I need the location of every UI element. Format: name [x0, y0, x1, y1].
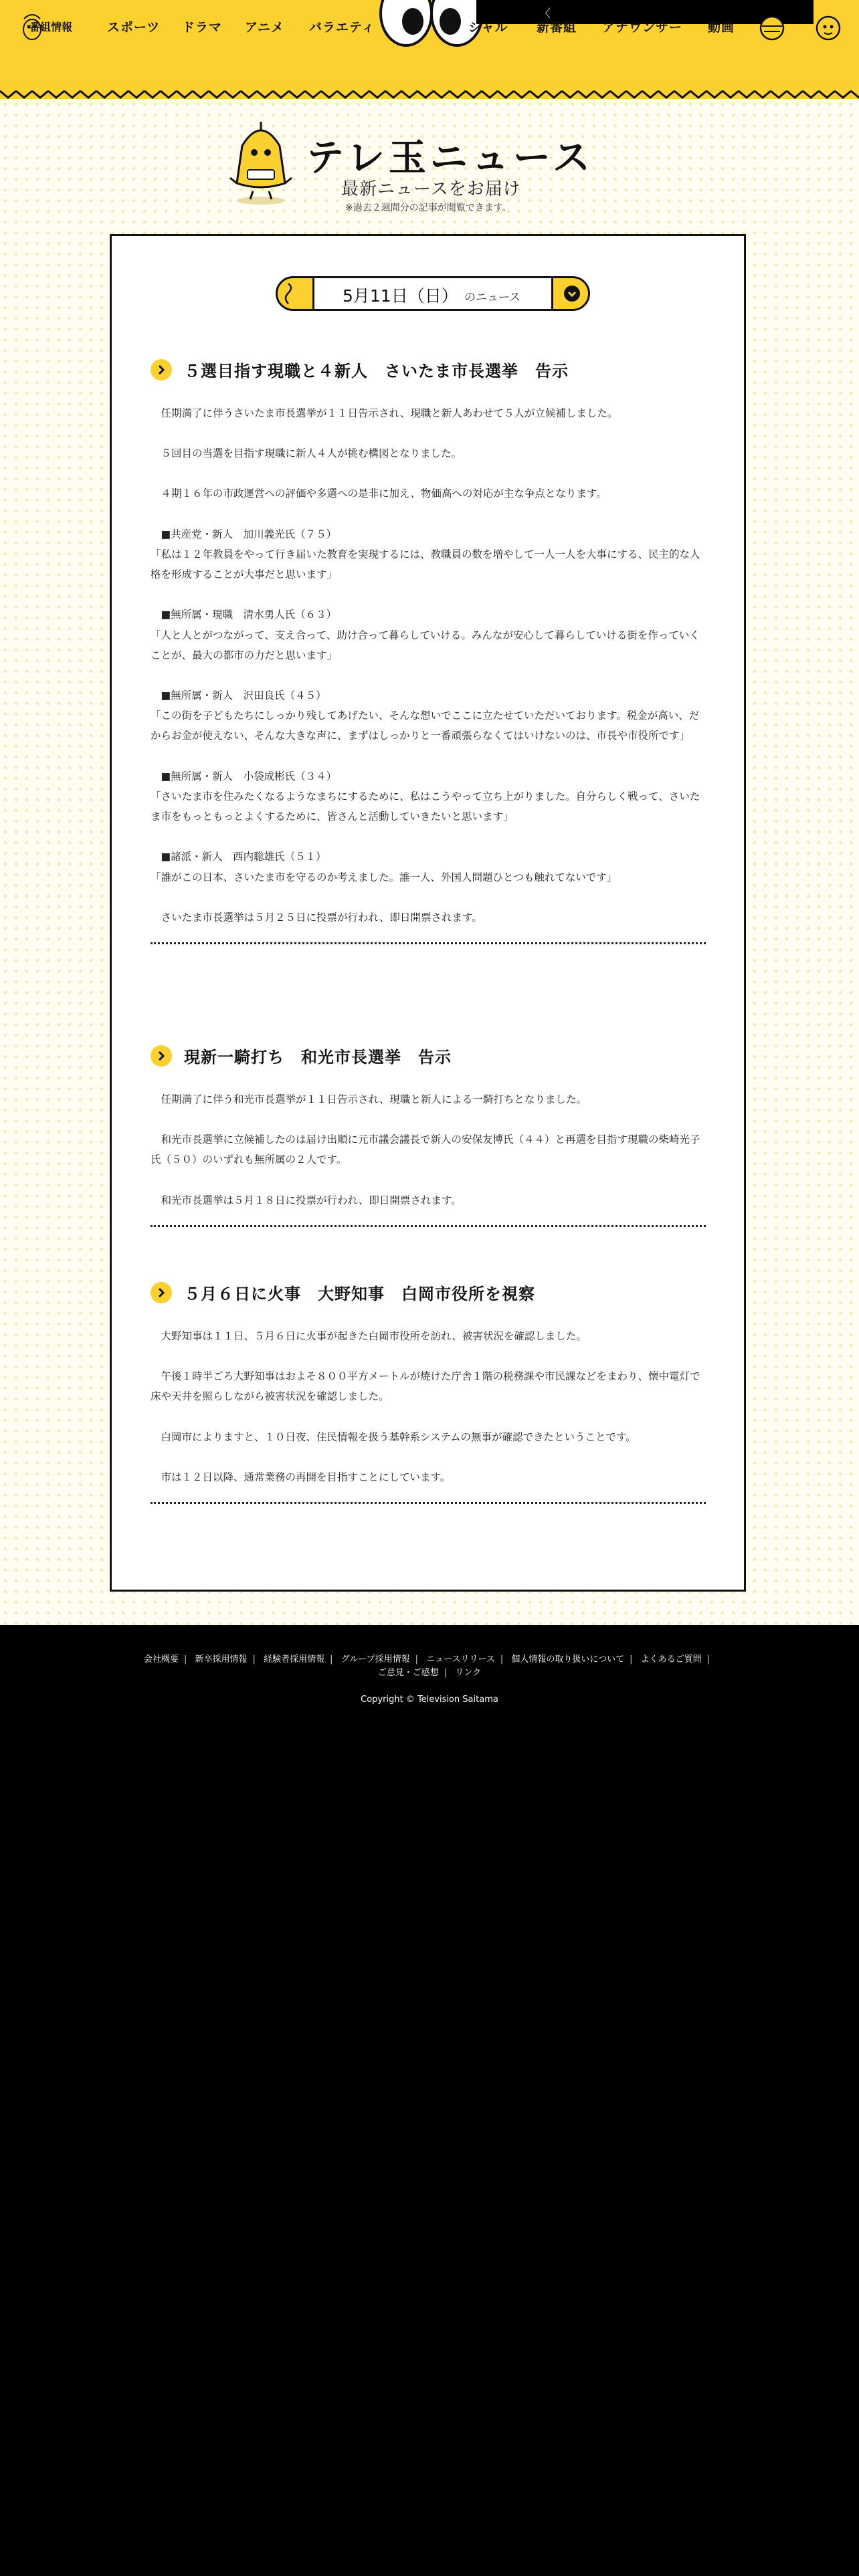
- footer-link-experienced[interactable]: 経験者採用情報: [264, 1654, 325, 1665]
- article-paragraph: さいたま市長選挙は５月２５日に投票が行われ、即日開票されます。: [151, 911, 482, 924]
- article-paragraph: ５回目の当選を目指す現職に新人４人が挑む構図となりました。: [151, 447, 462, 460]
- article-divider: [151, 942, 706, 944]
- article-body: [151, 1089, 706, 1210]
- article-paragraph: ■諸派・新人 西内聡雄氏（５１） 「誰がこの日本、さいたま市を守るのか考えました。誰一人、外国人問題ひとつも触れてないです」: [151, 851, 617, 883]
- page-title: テレ玉ニュース: [306, 136, 595, 180]
- news-card: [110, 234, 746, 1592]
- footer-link-faq[interactable]: よくあるご質問: [640, 1654, 702, 1665]
- article-heading[interactable]: [151, 356, 706, 383]
- nav-announcer[interactable]: アナウンサー: [602, 20, 683, 35]
- article-paragraph: 大野知事は１１日、５月６日に火事が起きた白岡市役所を訪れ、被害状況を確認しました。: [151, 1330, 587, 1342]
- ball-icon[interactable]: [759, 15, 785, 41]
- nav-new-programs[interactable]: 新番組: [537, 20, 577, 35]
- copyright: Copyright © Television Saitama: [361, 1695, 498, 1705]
- nav-anime[interactable]: アニメ: [245, 20, 285, 35]
- footer-link-privacy[interactable]: 個人情報の取り扱いについて: [511, 1654, 625, 1665]
- nav-variety[interactable]: バラエティ: [309, 20, 375, 35]
- article-paragraph: 和光市長選挙に立候補したのは届け出順に元市議会議長で新人の安保友博氏（４４）と再選を目指す現職の柴崎光子氏（５０）のいずれも無所属の２人です。: [151, 1134, 700, 1166]
- article-paragraph: ■無所属・新人 小袋成彬氏（３４） 「さいたま市を住みたくなるようなまちにするために、私はこうやって立ち上がりました。自分らしく戦って、さいたま市をもっともっとよくするために、皆さんと活動していきたいと思います」: [151, 770, 700, 823]
- date-pill-left-cap: [276, 276, 314, 311]
- page-subtitle: 最新ニュースをお届け: [341, 179, 521, 199]
- logo-text[interactable]: 番組情報: [29, 21, 73, 33]
- footer-link-links[interactable]: リンク: [455, 1668, 482, 1678]
- site-footer: [0, 1625, 859, 1759]
- article-paragraph: 午後１時半ごろ大野知事はおよそ８００平方メートルが焼けた庁舎１階の税務課や市民課などをまわり、懐中電灯で床や天井を照らしながら被害状況を確認しました。: [151, 1370, 700, 1403]
- article-divider: [151, 1225, 706, 1227]
- site-header: [0, 0, 859, 99]
- mascot-menu-icon[interactable]: [815, 15, 842, 41]
- mascot-character-icon: [227, 119, 294, 206]
- chevron-right-icon: [151, 1282, 172, 1303]
- article-body: [151, 1326, 706, 1487]
- article-paragraph: 白岡市によりますと、１０日夜、住民情報を扱う基幹系システムの無事が確認できたということです。: [151, 1430, 636, 1443]
- footer-link-feedback[interactable]: ご意見・ご感想: [377, 1668, 439, 1678]
- footer-link-new-grad[interactable]: 新卒採用情報: [195, 1654, 248, 1665]
- article-title[interactable]: ５選目指す現職と４新人 さいたま市長選挙 告示: [184, 362, 569, 381]
- article-paragraph: 任期満了に伴う和光市長選挙が１１日告示され、現職と新人による一騎打ちとなりました。: [151, 1093, 587, 1105]
- article-paragraph: 任期満了に伴うさいたま市長選挙が１１日告示され、現職と新人あわせて５人が立候補しました。: [151, 407, 618, 419]
- article-body: [151, 403, 706, 928]
- date-dropdown-button[interactable]: [551, 276, 590, 311]
- page-note: ※過去２週間分の記事が閲覧できます。: [345, 203, 512, 213]
- article-paragraph: 市は１２日以降、通常業務の再開を目指すことにしています。: [151, 1471, 451, 1483]
- article-paragraph: ４期１６年の市政運営への評価や多選への是非に加え、物価高への対応が主な争点となります。: [151, 488, 607, 500]
- article-paragraph: ■無所属・新人 沢田良氏（４５） 「この街を子どもたちにしっかり残してあげたい、そんな想いでここに立たせていただいております。税金が高い、だからお金が使えない、そんな大きな声に、まずはしっかりと一番頑張らなくてはいけないのは、市長や市役所です」: [151, 689, 700, 742]
- wavy-decoration-icon: [278, 278, 312, 309]
- chevron-right-icon: [151, 359, 172, 381]
- date-suffix: のニュース: [464, 291, 521, 304]
- article-paragraph: ■共産党・新人 加川義光氏（７５） 「私は１２年教員をやって行き届いた教育を実現するには、教職員の数を増やして一人一人を大事にする、民主的な人格を形成することが大事だと思います」: [151, 528, 700, 581]
- article-heading[interactable]: [151, 1043, 706, 1069]
- news-article: [151, 1043, 706, 1227]
- chevron-right-icon: [151, 1045, 172, 1067]
- nav-special[interactable]: シャル: [468, 20, 508, 35]
- nav-drama[interactable]: ドラマ: [182, 20, 223, 35]
- article-paragraph: 和光市長選挙は５月１８日に投票が行われ、即日開票されます。: [151, 1194, 462, 1206]
- nav-video[interactable]: 動画: [708, 20, 735, 35]
- bar-arrow-icon[interactable]: 〈: [539, 7, 551, 21]
- article-divider: [151, 1502, 706, 1504]
- news-article: [151, 356, 706, 944]
- selected-date[interactable]: 5月11日（日）: [343, 286, 458, 306]
- news-article: [151, 1279, 706, 1504]
- date-selector[interactable]: [276, 276, 590, 311]
- article-title[interactable]: 現新一騎打ち 和光市長選挙 告示: [184, 1048, 452, 1067]
- article-title[interactable]: ５月６日に火事 大野知事 白岡市役所を視察: [184, 1285, 535, 1303]
- chevron-down-icon[interactable]: [564, 286, 580, 302]
- article-paragraph: ■無所属・現職 清水勇人氏（６３） 「人と人とがつながって、支え合って、助け合って暮らしていける。みんなが安心して暮らしていける街を作っていくことが、最大の都市の力だと思います」: [151, 609, 700, 661]
- footer-link-news-release[interactable]: ニュースリリース: [426, 1654, 495, 1665]
- footer-link-group[interactable]: グループ採用情報: [341, 1654, 410, 1665]
- footer-links: 会社概要 | 新卒採用情報 | 経験者採用情報 | グループ採用情報 | ニュースリリース | 個人情報の取り扱いについて | よくあるご質問 | ご意見・ご感想 | リンク: [143, 1654, 710, 1678]
- footer-link-company[interactable]: 会社概要: [143, 1654, 179, 1665]
- nav-sports[interactable]: スポーツ: [107, 20, 161, 35]
- article-heading[interactable]: [151, 1279, 706, 1306]
